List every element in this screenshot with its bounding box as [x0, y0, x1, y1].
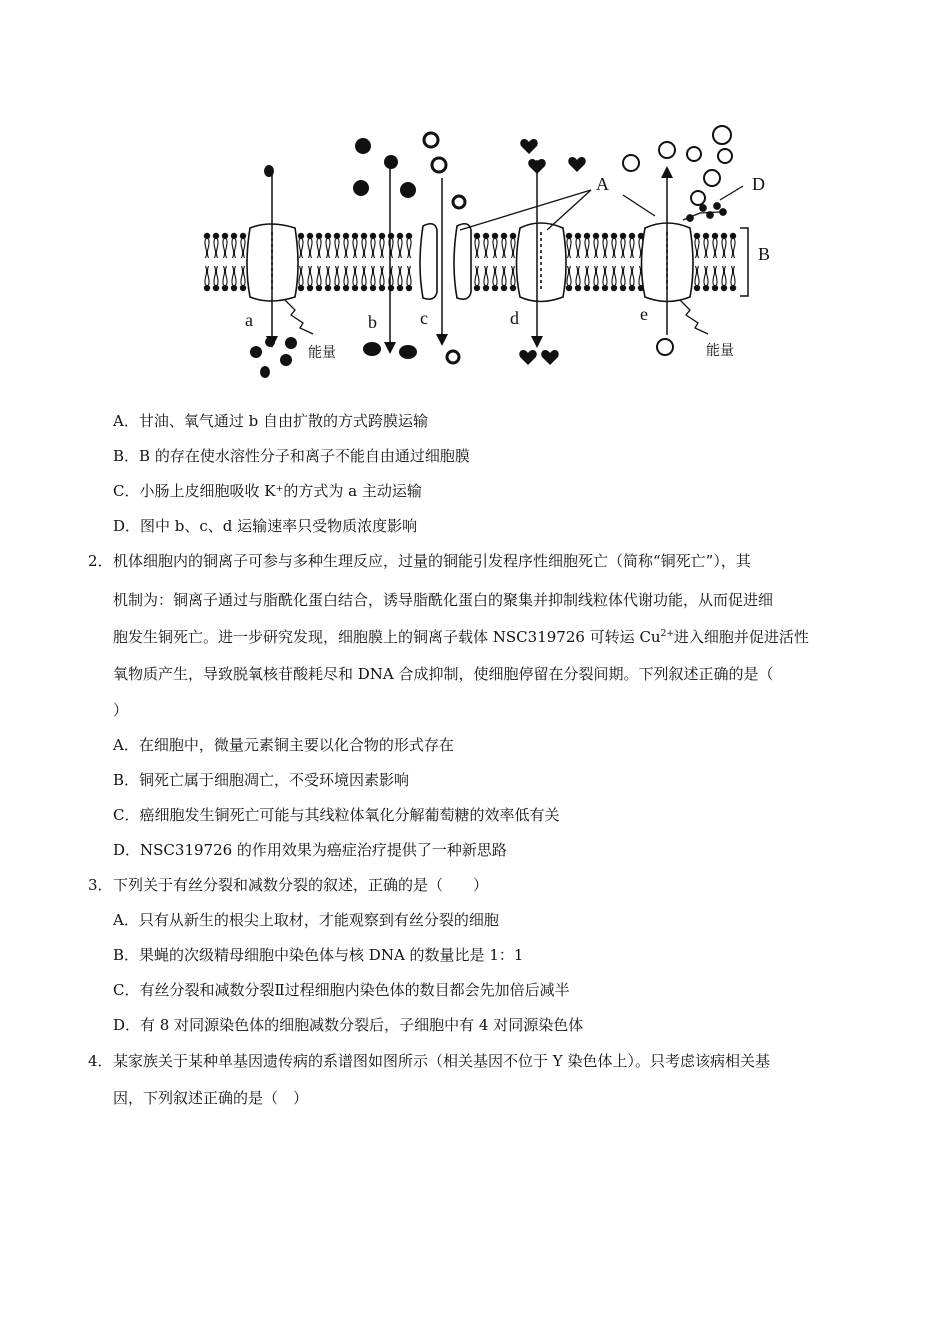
phospholipid-top [721, 233, 727, 258]
phospholipid-bottom [397, 266, 403, 291]
phospholipid-bottom [703, 266, 709, 291]
q2-option-a: A．在细胞中，微量元素铜主要以化合物的形式存在 [113, 736, 454, 754]
phospholipid-top [379, 233, 385, 258]
phospholipid-top [204, 233, 210, 258]
q2-line-3: 胞发生铜死亡。进一步研究发现，细胞膜上的铜离子载体 NSC319726 可转运 $Cu^{2+}$进入细胞并促进活性 [113, 628, 809, 646]
phospholipid-bottom [222, 266, 228, 291]
phospholipid-top [325, 233, 331, 258]
membrane-transport-figure [195, 120, 785, 390]
phospholipid-bottom [231, 266, 237, 291]
phospholipid-bottom [501, 266, 507, 291]
phospholipid-bottom [406, 266, 412, 291]
phospholipid-top [593, 233, 599, 258]
phospholipid-top [629, 233, 635, 258]
q2-line-1: 机体细胞内的铜离子可参与多种生理反应，过量的铜能引发程序性细胞死亡（简称“铜死亡”），其 [113, 552, 751, 570]
label-a: a [245, 310, 253, 330]
phospholipid-top [483, 233, 489, 258]
phospholipid-bottom [510, 266, 516, 291]
phospholipid-top [240, 233, 246, 258]
phospholipid-top [620, 233, 626, 258]
phospholipid-bottom [204, 266, 210, 291]
phospholipid-bottom [694, 266, 700, 291]
phospholipid-bottom [361, 266, 367, 291]
phospholipid-top [501, 233, 507, 258]
phospholipid-bottom [492, 266, 498, 291]
phospholipid-bottom [213, 266, 219, 291]
phospholipid-top [703, 233, 709, 258]
phospholipid-top [370, 233, 376, 258]
phospholipid-bottom [584, 266, 590, 291]
label-e: e [640, 304, 648, 324]
label-B: B [758, 244, 771, 264]
q2-line-4: 氧物质产生，导致脱氧核苷酸耗尽和 DNA 合成抑制，使细胞停留在分裂间期。下列叙述正确的是（ [113, 665, 774, 683]
carrier-protein-d [517, 223, 567, 302]
phospholipid-bottom [474, 266, 480, 291]
label-A: A [596, 174, 609, 194]
phospholipid-bottom [379, 266, 385, 291]
q1-option-a: A．甘油、氧气通过 b 自由扩散的方式跨膜运输 [113, 412, 428, 430]
q4-line-2: 因，下列叙述正确的是（ ） [113, 1089, 309, 1107]
phospholipid-bottom [566, 266, 572, 291]
phospholipid-bottom [316, 266, 322, 291]
q3-option-d: D．有 8 对同源染色体的细胞减数分裂后，子细胞中有 4 对同源染色体 [113, 1016, 584, 1034]
phospholipid-top [492, 233, 498, 258]
phospholipid-top [712, 233, 718, 258]
label-D: D [752, 174, 765, 194]
q1-option-c: C．小肠上皮细胞吸收 K⁺的方式为 a 主动运输 [113, 482, 422, 500]
phospholipid-bottom [483, 266, 489, 291]
phospholipid-bottom [352, 266, 358, 291]
q1-option-d: D．图中 b、c、d 运输速率只受物质浓度影响 [113, 517, 418, 535]
q1-option-b: B．B 的存在使水溶性分子和离子不能自由通过细胞膜 [113, 447, 470, 465]
phospholipid-top [575, 233, 581, 258]
phospholipid-top [213, 233, 219, 258]
phospholipid-top [307, 233, 313, 258]
phospholipid-bottom [370, 266, 376, 291]
phospholipid-top [397, 233, 403, 258]
phospholipid-bottom [575, 266, 581, 291]
q4-line-1: 某家族关于某种单基因遗传病的系谱图如图所示（相关基因不位于 Y 染色体上）。只考虑该病相关基 [113, 1052, 770, 1070]
phospholipid-top [361, 233, 367, 258]
phospholipid-top [388, 233, 394, 258]
phospholipid-bottom [712, 266, 718, 291]
label-b: b [368, 312, 377, 332]
q2-option-b: B．铜死亡属于细胞凋亡，不受环境因素影响 [113, 771, 410, 789]
phospholipid-bottom [602, 266, 608, 291]
phospholipid-bottom [629, 266, 635, 291]
phospholipid-top [222, 233, 228, 258]
phospholipid-top [510, 233, 516, 258]
phospholipid-bottom [721, 266, 727, 291]
phospholipid-bottom [611, 266, 617, 291]
phospholipid-bottom [298, 266, 304, 291]
phospholipid-top [231, 233, 237, 258]
q2-line-2: 机制为：铜离子通过与脂酰化蛋白结合，诱导脂酰化蛋白的聚集并抑制线粒体代谢功能，从而促进细 [113, 591, 774, 609]
phospholipid-top [611, 233, 617, 258]
energy-label-1: 能量 [308, 345, 336, 361]
cu-superscript: 2+ [660, 629, 674, 639]
phospholipid-top [602, 233, 608, 258]
q2-option-c: C．癌细胞发生铜死亡可能与其线粒体氧化分解葡萄糖的效率低有关 [113, 806, 560, 824]
q3-option-c: C．有丝分裂和减数分裂Ⅱ过程细胞内染色体的数目都会先加倍后减半 [113, 981, 570, 999]
phospholipid-top [474, 233, 480, 258]
phospholipid-top [584, 233, 590, 258]
phospholipid-bottom [593, 266, 599, 291]
q2-line-5: ） [113, 701, 129, 719]
q2-number: 2． [88, 552, 113, 570]
phospholipid-top [406, 233, 412, 258]
phospholipid-bottom [307, 266, 313, 291]
q3-stem: 下列关于有丝分裂和减数分裂的叙述，正确的是（ ） [113, 876, 489, 894]
q3-option-b: B．果蝇的次级精母细胞中染色体与核 DNA 的数量比是 1：1 [113, 946, 524, 964]
phospholipid-top [566, 233, 572, 258]
phospholipid-top [694, 233, 700, 258]
phospholipid-top [343, 233, 349, 258]
phospholipid-bottom [388, 266, 394, 291]
phospholipid-bottom [240, 266, 246, 291]
channel-protein-c [420, 224, 471, 299]
phospholipid-bottom [620, 266, 626, 291]
phospholipid-top [352, 233, 358, 258]
label-c: c [420, 308, 428, 328]
phospholipid-bottom [343, 266, 349, 291]
q2-option-d: D．NSC319726 的作用效果为癌症治疗提供了一种新思路 [113, 841, 507, 859]
phospholipid-top [334, 233, 340, 258]
q3-number: 3． [88, 876, 113, 894]
energy-label-2: 能量 [706, 343, 734, 359]
q4-number: 4． [88, 1052, 113, 1070]
phospholipid-bottom [325, 266, 331, 291]
phospholipid-top [298, 233, 304, 258]
phospholipid-top [730, 233, 736, 258]
phospholipid-top [316, 233, 322, 258]
phospholipid-bottom [334, 266, 340, 291]
label-d: d [510, 308, 519, 328]
q3-option-a: A．只有从新生的根尖上取材，才能观察到有丝分裂的细胞 [113, 911, 499, 929]
phospholipid-bottom [730, 266, 736, 291]
